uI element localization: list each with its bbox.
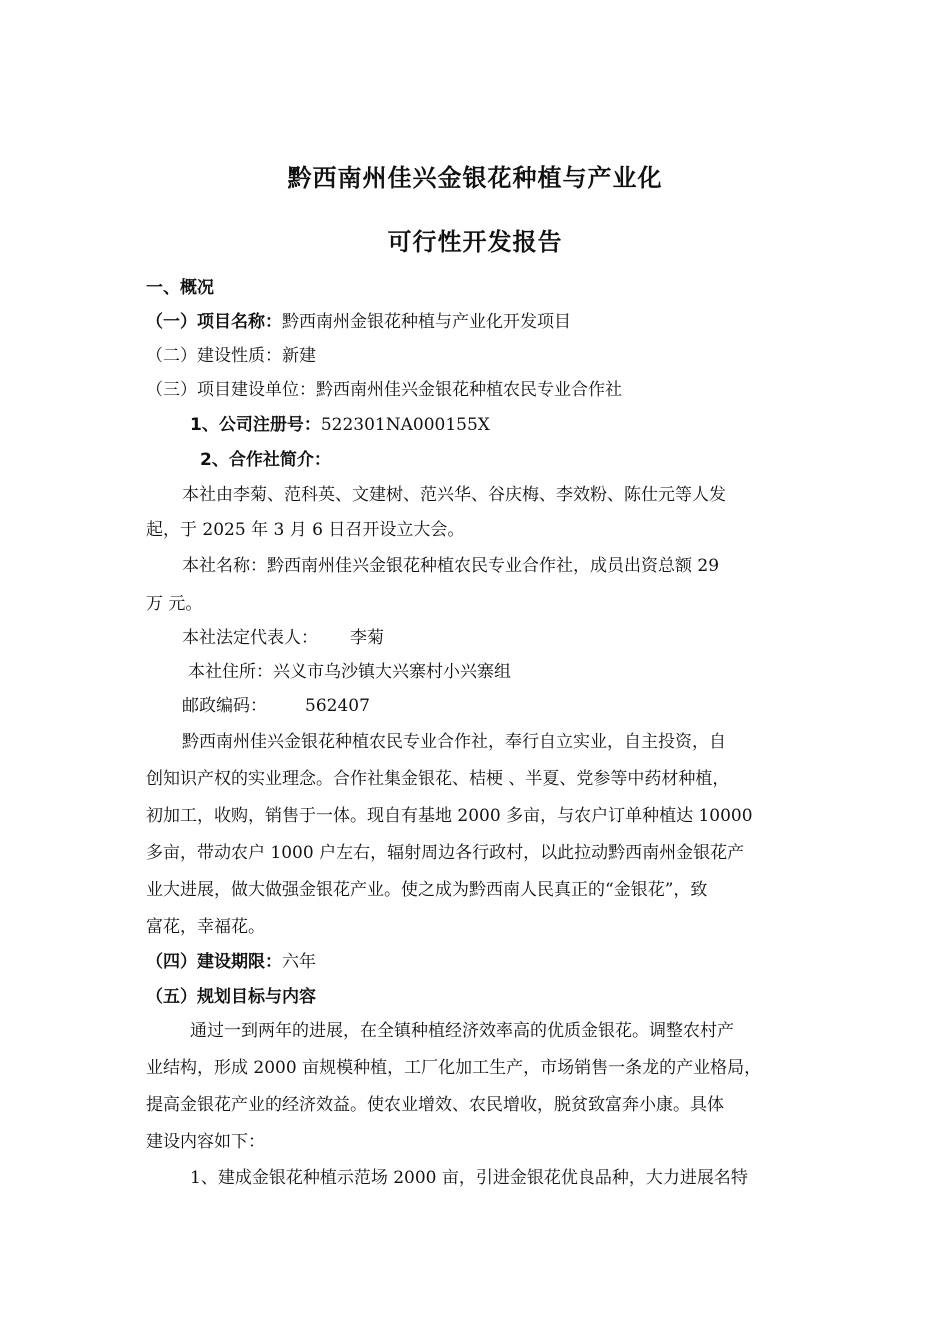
- para3-line3: 初加工，收购，销售于一体。现自有基地 2000 多亩，与农户订单种植达 10000: [146, 806, 753, 826]
- rep-label: 本社法定代表人：: [182, 628, 318, 648]
- item-project-name: [146, 310, 571, 334]
- rep-value: 李菊: [350, 628, 384, 648]
- item-label: （一）项目名称：: [146, 312, 282, 332]
- para4-line2: 业结构，形成 2000 亩规模种植，工厂化加工生产，市场销售一条龙的产业格局，: [146, 1058, 762, 1078]
- item-construction-period: [146, 950, 316, 974]
- reg-value: 522301NA000155X: [320, 415, 490, 435]
- item-value: 新建: [282, 346, 316, 366]
- addr-value: 兴义市乌沙镇大兴寨村小兴寨组: [273, 662, 511, 682]
- item-planning-goals: （五）规划目标与内容: [146, 987, 316, 1007]
- para3-line2: 创知识产权的实业理念。合作社集金银花、桔梗 、半夏、党参等中药材种植，: [146, 769, 730, 789]
- para4-line4: 建设内容如下：: [146, 1132, 265, 1152]
- para2-line1: 本社名称：黔西南州佳兴金银花种植农民专业合作社，成员出资总额 29: [182, 556, 720, 576]
- para3-line6: 富花，幸福花。: [146, 917, 265, 937]
- item-label: （二）建设性质：: [146, 346, 282, 366]
- item-label: （四）建设期限：: [146, 952, 282, 972]
- postal-code: [182, 694, 370, 718]
- section-heading-overview: 一、概况: [146, 278, 214, 298]
- item-label: （三）项目建设单位：: [146, 380, 316, 400]
- coop-address: [188, 660, 511, 684]
- item-value: 黔西南州佳兴金银花种植农民专业合作社: [316, 380, 622, 400]
- item-construction-nature: [146, 344, 316, 368]
- postcode-label: 邮政编码：: [182, 696, 267, 716]
- para5-line1: 1、建成金银花种植示范场 2000 亩，引进金银花优良品种，大力进展名特: [190, 1168, 748, 1188]
- reg-label: 1、公司注册号：: [190, 415, 321, 435]
- para3-line5: 业大进展，做大做强金银花产业。使之成为黔西南人民真正的“金银花”，致: [146, 880, 708, 900]
- legal-representative: [182, 626, 384, 650]
- registration-number: [190, 413, 490, 437]
- para3-line1: 黔西南州佳兴金银花种植农民专业合作社，奉行自立实业，自主投资，自: [182, 732, 726, 752]
- para4-line1: 通过一到两年的进展，在全镇种植经济效率高的优质金银花。调整农村产: [190, 1021, 734, 1041]
- item-value: 黔西南州金银花种植与产业化开发项目: [282, 312, 571, 332]
- para3-line4: 多亩，带动农户 1000 户左右，辐射周边各行政村，以此拉动黔西南州金银花产: [146, 843, 745, 863]
- coop-intro-heading: 2、合作社简介：: [200, 450, 331, 470]
- document-title-line1: 黔西南州佳兴金银花种植与产业化: [287, 164, 663, 192]
- item-construction-unit: [146, 378, 622, 402]
- addr-label: 本社住所：: [188, 662, 273, 682]
- para1-line2: 起，于 2025 年 3 月 6 日召开设立大会。: [146, 520, 465, 540]
- postcode-value: 562407: [305, 696, 370, 716]
- para1-line1: 本社由李菊、范科英、文建树、范兴华、谷庆梅、李效粉、陈仕元等人发: [182, 485, 726, 505]
- document-title-line2: 可行性开发报告: [387, 228, 563, 256]
- item-value: 六年: [282, 952, 316, 972]
- para4-line3: 提高金银花产业的经济效益。使农业增效、农民增收，脱贫致富奔小康。具体: [146, 1095, 724, 1115]
- para2-line2: 万 元。: [146, 594, 203, 614]
